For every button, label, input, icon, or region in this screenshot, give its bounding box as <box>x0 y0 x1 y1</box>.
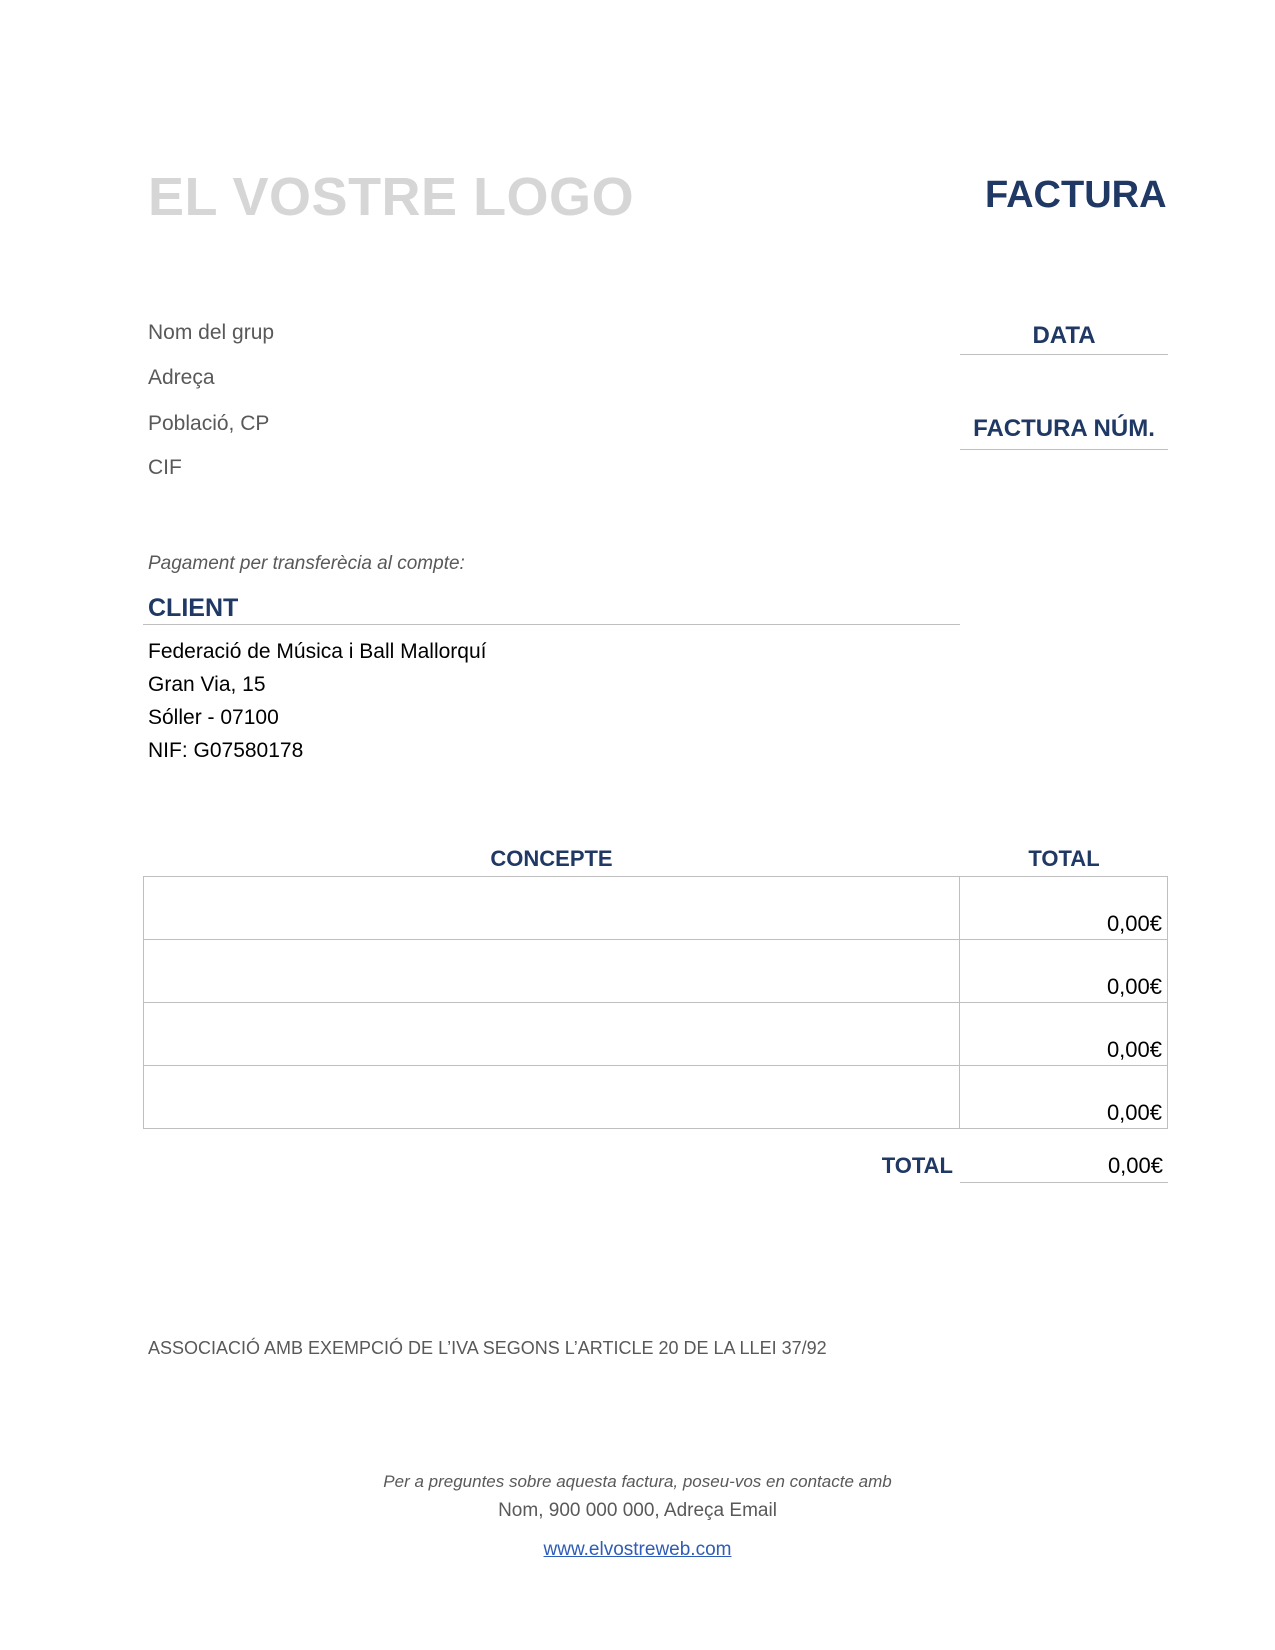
vat-exemption-note: ASSOCIACIÓ AMB EXEMPCIÓ DE L’IVA SEGONS L’ARTICLE 20 DE LA LLEI 37/92 <box>148 1338 827 1358</box>
grand-total-value: 0,00€ <box>1107 1153 1163 1178</box>
table-row <box>144 940 1168 1003</box>
invoice-number-underline <box>960 449 1168 450</box>
items-table <box>143 876 1168 1129</box>
amount-cell[interactable]: 0,00€ <box>960 940 1168 1003</box>
concept-cell[interactable] <box>144 1003 960 1066</box>
sender-tax-id: CIF <box>148 456 182 479</box>
sender-address: Adreça <box>148 366 215 389</box>
table-row <box>144 1003 1168 1066</box>
concept-header: CONCEPTE <box>490 846 613 871</box>
sender-group-name: Nom del grup <box>148 321 275 344</box>
sender-city-postal: Població, CP <box>148 412 270 435</box>
table-row <box>144 1066 1168 1129</box>
date-label: DATA <box>1032 322 1096 349</box>
logo-placeholder: EL VOSTRE LOGO <box>148 167 635 227</box>
client-name: Federació de Música i Ball Mallorquí <box>148 640 487 663</box>
client-nif: NIF: G07580178 <box>148 739 304 762</box>
concept-cell[interactable] <box>144 1066 960 1129</box>
amount-cell[interactable]: 0,00€ <box>960 877 1168 940</box>
payment-note: Pagament per transferècia al compte: <box>148 553 465 574</box>
concept-cell[interactable] <box>144 940 960 1003</box>
footer-website-wrapper <box>0 1539 1275 1561</box>
footer-contact: Nom, 900 000 000, Adreça Email <box>498 1500 777 1521</box>
invoice-title: FACTURA <box>985 174 1167 216</box>
amount-cell[interactable]: 0,00€ <box>960 1003 1168 1066</box>
grand-total-underline <box>960 1182 1168 1183</box>
footer-question: Per a preguntes sobre aquesta factura, poseu-vos en contacte amb <box>383 1472 892 1491</box>
client-address: Gran Via, 15 <box>148 673 266 696</box>
invoice-number-label: FACTURA NÚM. <box>973 415 1155 442</box>
client-label: CLIENT <box>148 594 239 622</box>
total-header: TOTAL <box>1028 846 1100 871</box>
amount-cell[interactable]: 0,00€ <box>960 1066 1168 1129</box>
date-field-underline <box>960 354 1168 355</box>
concept-cell[interactable] <box>144 877 960 940</box>
grand-total-label: TOTAL <box>881 1153 953 1178</box>
client-divider <box>143 624 960 625</box>
client-city: Sóller - 07100 <box>148 706 279 729</box>
table-row <box>144 877 1168 940</box>
website-link[interactable]: www.elvostreweb.com <box>543 1539 732 1560</box>
